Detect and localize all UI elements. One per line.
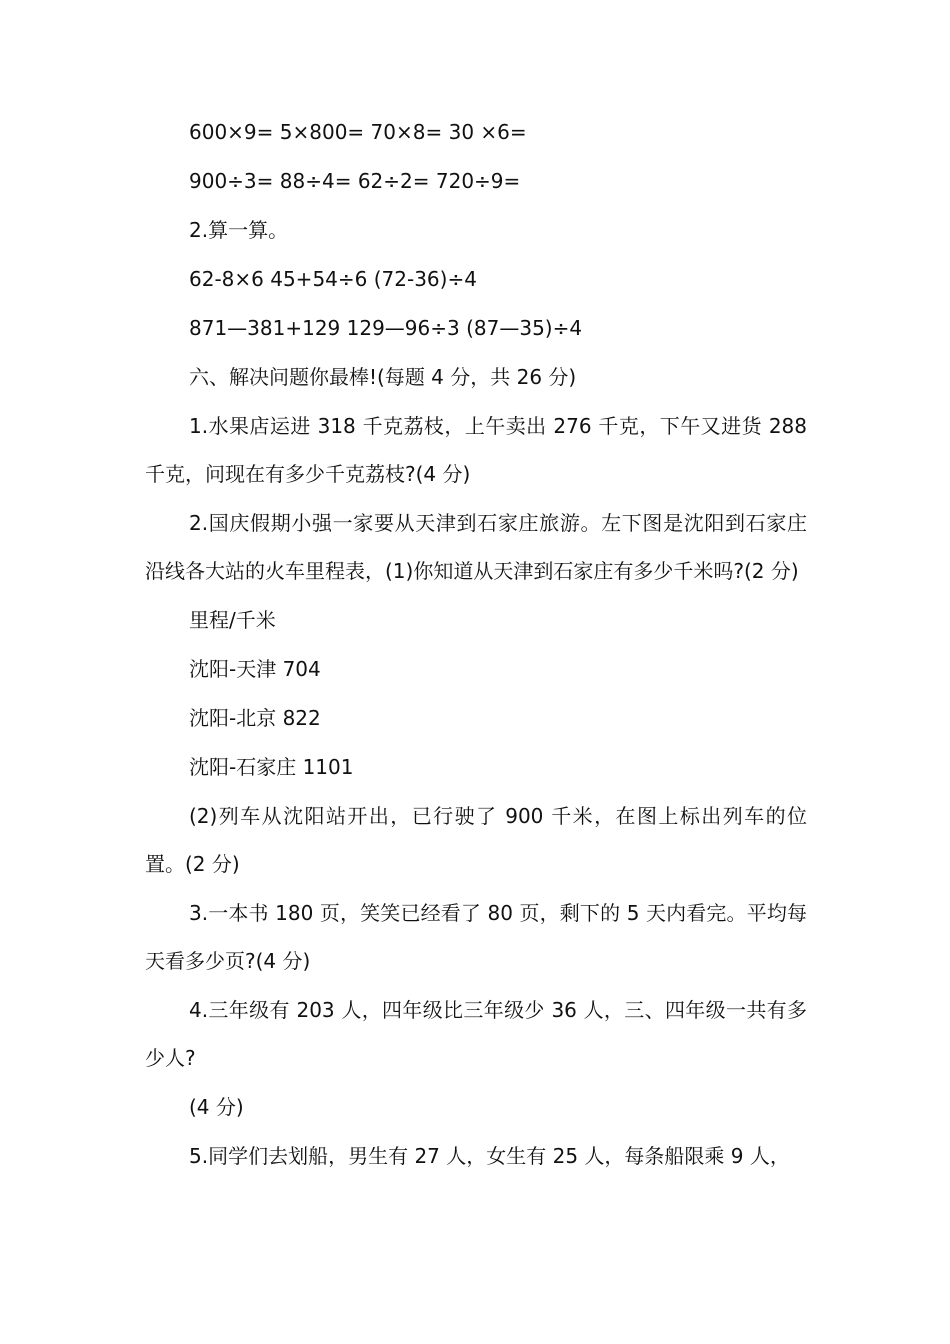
document-body [145, 108, 807, 1181]
mileage-row-shijiazhuang: 沈阳-石家庄 1101 [189, 755, 354, 779]
oral-calc-row-division: 900÷3= 88÷4= 62÷2= 720÷9= [189, 169, 521, 193]
problem-4: 4.三年级有 203 人，四年级比三年级少 36 人，三、四年级一共有多少人? [145, 998, 807, 1070]
problem-2-part-2: (2)列车从沈阳站开出，已行驶了 900 千米，在图上标出列车的位置。(2 分) [145, 804, 807, 876]
mileage-row-tianjin: 沈阳-天津 704 [189, 657, 321, 681]
oral-calc-row-multiplication: 600×9= 5×800= 70×8= 30 ×6= [189, 120, 527, 144]
problem-3: 3.一本书 180 页，笑笑已经看了 80 页，剩下的 5 天内看完。平均每天看多少页?(4 分) [145, 901, 807, 973]
problem-2: 2.国庆假期小强一家要从天津到石家庄旅游。左下图是沈阳到石家庄沿线各大站的火车里程表，(1)你知道从天津到石家庄有多少千米吗?(2 分) [145, 511, 807, 583]
section-heading-problems: 六、解决问题你最棒!(每题 4 分，共 26 分) [189, 365, 577, 389]
section-heading-calculate: 2.算一算。 [189, 218, 289, 242]
calc-row-1: 62-8×6 45+54÷6 (72-36)÷4 [189, 267, 477, 291]
mileage-row-beijing: 沈阳-北京 822 [189, 706, 321, 730]
problem-1: 1.水果店运进 318 千克荔枝，上午卖出 276 千克，下午又进货 288 千克，问现在有多少千克荔枝?(4 分) [145, 414, 807, 486]
problem-5: 5.同学们去划船，男生有 27 人，女生有 25 人，每条船限乘 9 人， [189, 1144, 790, 1168]
problem-4-score: (4 分) [189, 1095, 244, 1119]
calc-row-2: 871—381+129 129—96÷3 (87—35)÷4 [189, 316, 583, 340]
mileage-table-header: 里程/千米 [189, 608, 276, 632]
